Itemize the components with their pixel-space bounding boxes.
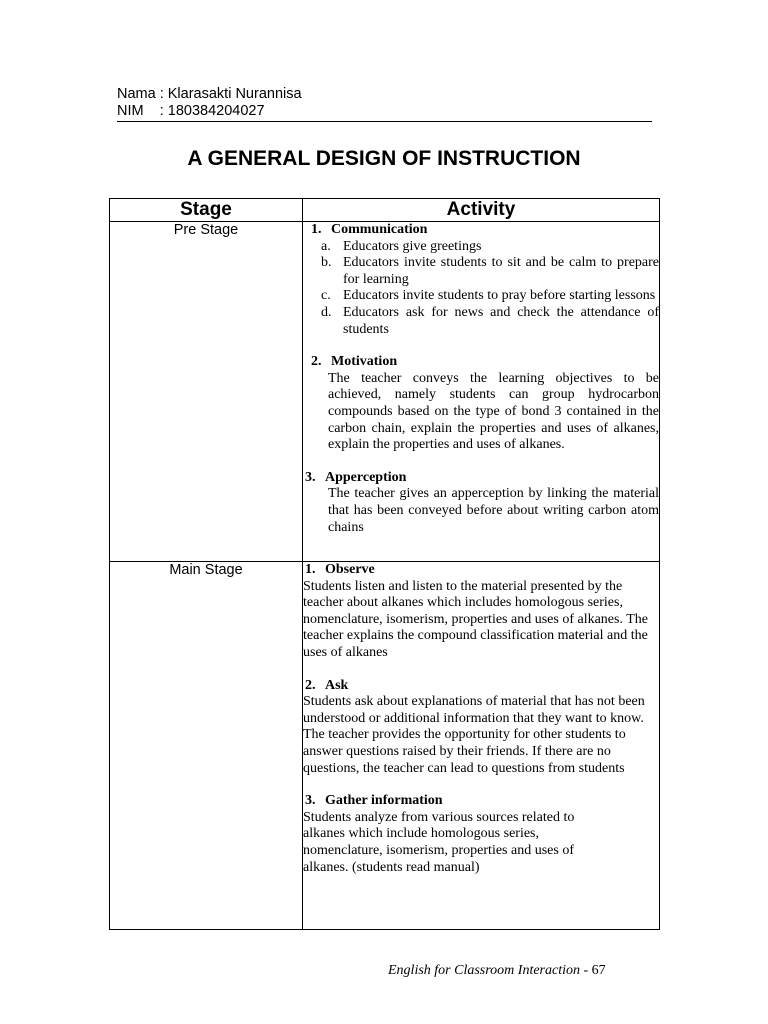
section-text: Students analyze from various sources related to alkanes which include homologous series, nomenclature, isomerism, properties and uses of alkanes. (students read manual) xyxy=(303,809,575,875)
section-number: 2. xyxy=(311,354,322,370)
item-text: Educators invite students to sit and be calm to prepare for learning xyxy=(343,255,659,287)
page-footer xyxy=(388,963,606,979)
section-observe xyxy=(303,562,659,662)
page-title: A GENERAL DESIGN OF INSTRUCTION xyxy=(187,147,581,170)
item-letter: d. xyxy=(321,304,332,320)
student-name: Nama : Klarasakti Nurannisa xyxy=(117,86,302,102)
section-number: 3. xyxy=(305,469,316,485)
section-motivation xyxy=(303,354,659,454)
section-title: Observe xyxy=(325,562,375,577)
activity-column-header: Activity xyxy=(303,199,660,222)
list-item xyxy=(321,288,659,305)
communication-list xyxy=(303,239,659,339)
section-text: Students ask about explanations of material that has not been understood or additional information that they want to know. The teacher provides the opportunity for other students to answer questions raised by their friends. If there are no questions, the teacher can lead to questions from students xyxy=(303,694,645,776)
section-number: 1. xyxy=(311,222,322,237)
item-text: Educators ask for news and check the attendance of students xyxy=(343,304,659,337)
item-letter: a. xyxy=(321,238,331,254)
section-number: 2. xyxy=(305,677,316,693)
item-text: Educators give greetings xyxy=(343,238,482,254)
list-item xyxy=(321,239,659,256)
section-number: 3. xyxy=(305,793,316,809)
section-title: Communication xyxy=(331,222,428,237)
item-letter: c. xyxy=(321,288,331,304)
table-row-pre-stage xyxy=(110,222,660,562)
student-header xyxy=(117,86,652,122)
stage-column-header: Stage xyxy=(110,199,303,222)
section-communication xyxy=(303,222,659,338)
list-item xyxy=(321,255,659,288)
book-title: English for Classroom Interaction xyxy=(388,963,580,978)
list-item xyxy=(321,305,659,338)
item-letter: b. xyxy=(321,255,332,271)
page-number: - 67 xyxy=(580,963,606,978)
section-text: The teacher conveys the learning objectives to be achieved, namely students can group hydrocarbon compounds based on the type of bond 3 contained in the carbon chain, explain the properties and uses of alkanes, explain the properties and uses of alkanes. xyxy=(328,370,659,453)
section-apperception xyxy=(303,470,659,536)
section-title: Gather information xyxy=(325,793,443,809)
stage-cell-pre: Pre Stage xyxy=(110,222,303,562)
section-number: 1. xyxy=(305,562,316,577)
stage-cell-main: Main Stage xyxy=(110,562,303,930)
section-text: Students listen and listen to the material presented by the teacher about alkanes which includes homologous series, nomenclature, isomerism, properties and uses of alkanes. The teacher explains the compound classification material and the uses of alkanes xyxy=(303,578,648,660)
item-text: Educators invite students to pray before starting lessons xyxy=(343,288,656,304)
table-row-main-stage xyxy=(110,562,660,930)
section-title: Ask xyxy=(325,677,349,693)
section-ask xyxy=(303,678,659,778)
student-nim: NIM : 180384204027 xyxy=(117,103,265,119)
activity-cell-main xyxy=(303,562,660,930)
section-gather-information xyxy=(303,793,659,876)
table-header-row xyxy=(110,199,660,222)
section-title: Apperception xyxy=(325,469,407,485)
section-title: Motivation xyxy=(331,354,398,370)
activity-cell-pre xyxy=(303,222,660,562)
section-text: The teacher gives an apperception by linking the material that has been conveyed before about writing carbon atom chains xyxy=(328,486,659,535)
instruction-table xyxy=(109,198,660,930)
